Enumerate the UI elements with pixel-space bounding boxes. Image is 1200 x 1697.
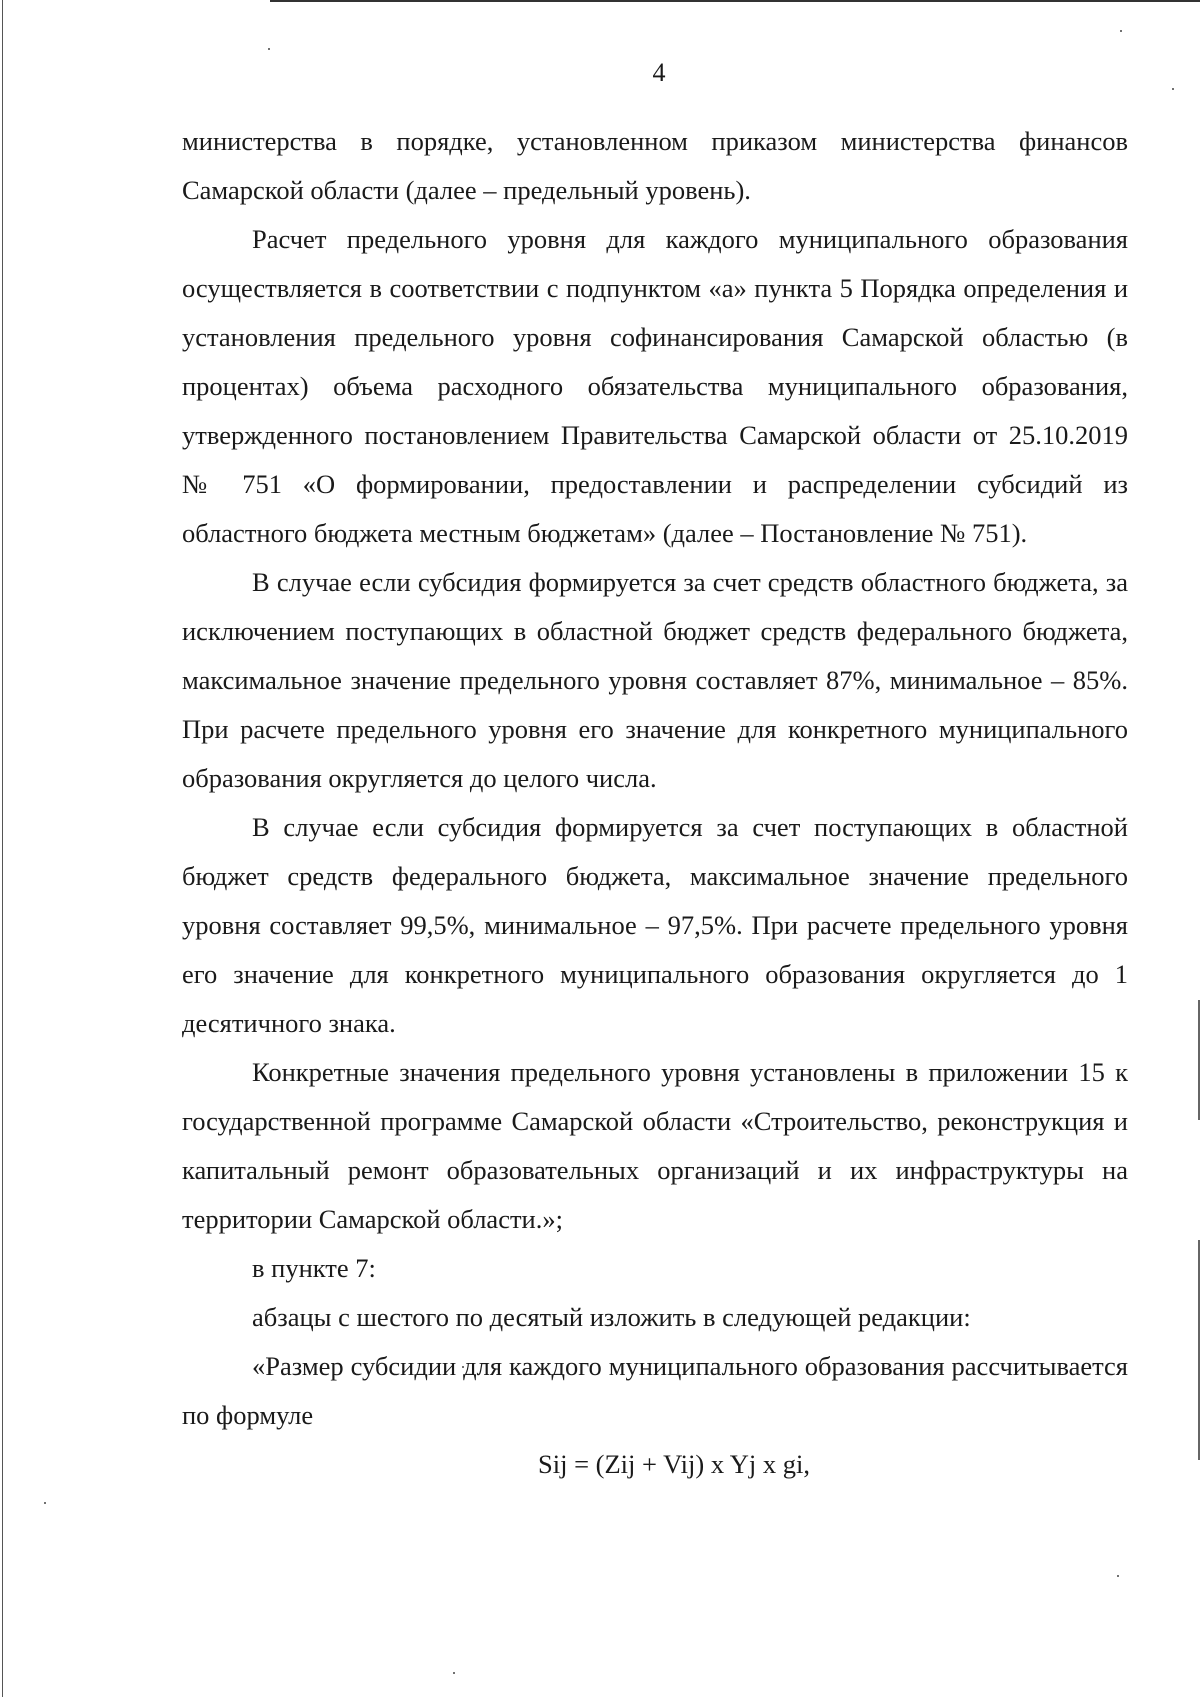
paragraph: В случае если субсидия формируется за счет поступающих в областной бюджет средств федерального бюджета, максимальное значение предельного уровня составляет 99,5%, минимальное – 97,5%. При расчете предельного уровня его значение для конкретного муниципального образования округляется до 1 десятичного знака. <box>182 812 1128 1038</box>
paragraph: министерства в порядке, установленном приказом министерства финансов Самарской области (далее – предельный уровень). <box>182 126 1128 205</box>
body-text <box>182 117 1128 1489</box>
paragraph: в пункте 7: <box>252 1253 376 1283</box>
paragraph: «Размер субсидии для каждого муниципального образования рассчитывается по формуле <box>182 1351 1128 1430</box>
page-number: 4 <box>652 58 666 87</box>
scan-speck <box>268 48 270 50</box>
scan-speck <box>1117 1575 1119 1577</box>
scan-speck <box>453 1672 455 1674</box>
paragraph: В случае если субсидия формируется за счет средств областного бюджета, за исключением поступающих в областной бюджет средств федерального бюджета, максимальное значение предельного уровня составляет 87%, минимальное – 85%. При расчете предельного уровня его значение для конкретного муниципального образования округляется до целого числа. <box>182 567 1128 793</box>
paragraph: абзацы с шестого по десятый изложить в следующей редакции: <box>252 1302 971 1332</box>
scan-edge-top <box>270 0 1200 2</box>
scan-speck <box>44 1502 46 1504</box>
scan-speck <box>1120 30 1122 32</box>
formula: Sij = (Zij + Vij) x Yj x gi, <box>538 1449 810 1479</box>
paragraph: Расчет предельного уровня для каждого муниципального образования осуществляется в соответствии с подпунктом «а» пункта 5 Порядка определения и установления предельного уровня софинансирования Самарской областью (в процентах) объема расходного обязательства муниципального образования, утвержденного постановлением Правительства Самарской области от 25.10.2019 № 751 «О формировании, предоставлении и распределении субсидий из областного бюджета местным бюджетам» (далее – Постановление № 751). <box>182 224 1128 548</box>
scan-speck <box>1172 88 1174 90</box>
paragraph: Конкретные значения предельного уровня установлены в приложении 15 к государственной программе Самарской области «Строительство, реконструкция и капитальный ремонт образовательных организаций и их инфраструктуры на территории Самарской области.»; <box>182 1057 1128 1234</box>
scan-edge-left <box>2 0 3 1697</box>
